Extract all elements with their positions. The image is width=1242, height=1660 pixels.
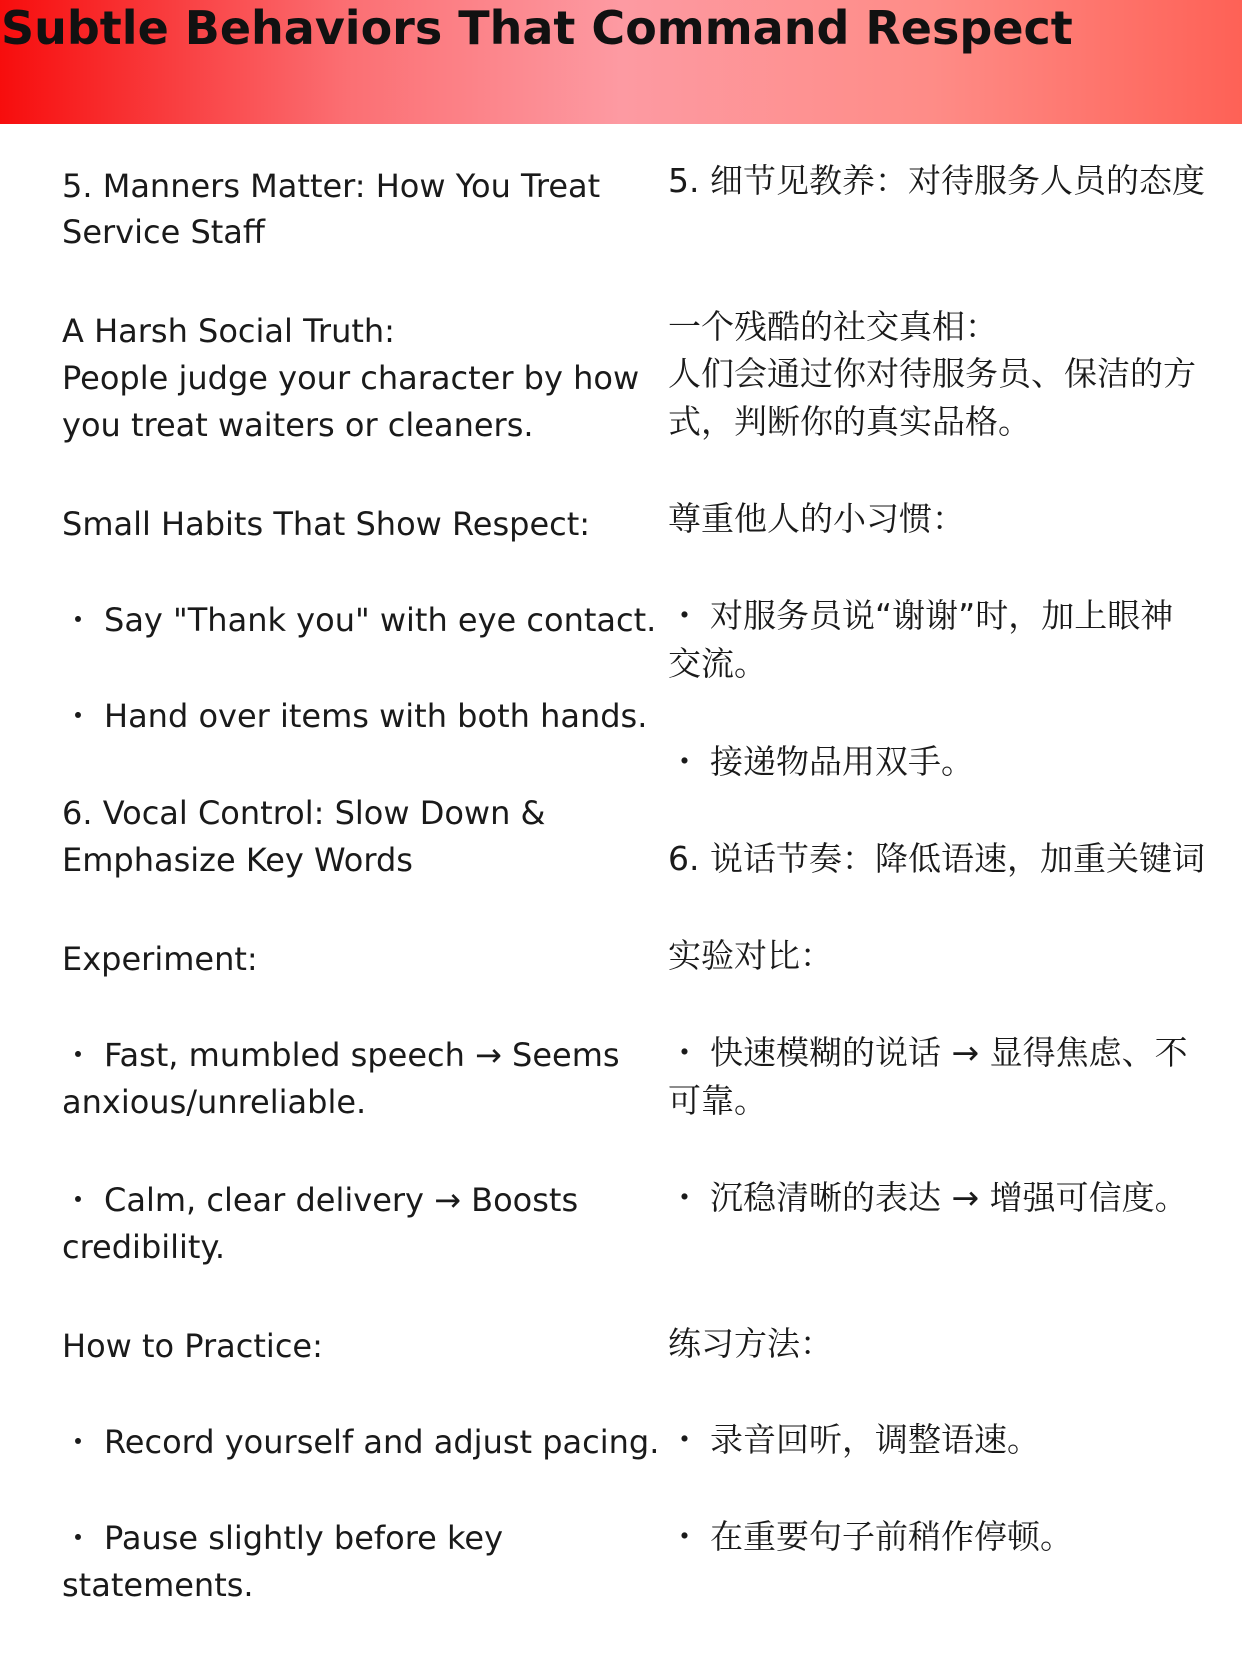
experiment-item-2-line-2: credibility. xyxy=(62,1228,226,1266)
practice-heading: How to Practice: xyxy=(62,1327,323,1365)
zh-experiment-heading: 实验对比： xyxy=(668,936,833,975)
zh-experiment-item-1-line-2: 可靠。 xyxy=(668,1081,767,1120)
experiment-item-1-line-1 xyxy=(62,1031,620,1079)
section-5-heading-line-2: Service Staff xyxy=(62,213,265,251)
bullet-icon: ・ xyxy=(62,697,95,735)
experiment-item-2-line-1 xyxy=(62,1176,578,1224)
section-5-heading-line-1: 5. Manners Matter: How You Treat xyxy=(62,167,601,205)
practice-item-1-text: Record yourself and adjust pacing. xyxy=(104,1423,660,1461)
zh-experiment-item-2 xyxy=(668,1174,1188,1222)
zh-section-5-heading: 5. 细节见教养：对待服务人员的态度 xyxy=(668,161,1205,200)
bullet-icon: ・ xyxy=(668,596,701,635)
habit-item-1 xyxy=(62,596,656,644)
section-6-heading-line-1: 6. Vocal Control: Slow Down & xyxy=(62,794,546,832)
zh-habit-item-2 xyxy=(668,738,974,786)
bullet-icon: ・ xyxy=(668,1517,701,1556)
zh-habit-item-1-text: 对服务员说“谢谢”时，加上眼神 xyxy=(710,596,1174,635)
experiment-item-1-line-2: anxious/unreliable. xyxy=(62,1083,367,1121)
social-truth-label: A Harsh Social Truth: xyxy=(62,312,395,350)
title-banner xyxy=(0,0,1242,124)
zh-habits-heading: 尊重他人的小习惯： xyxy=(668,499,965,538)
zh-social-truth-line-2: 式，判断你的真实品格。 xyxy=(668,402,1031,441)
zh-practice-item-1 xyxy=(668,1416,1040,1464)
zh-practice-item-2 xyxy=(668,1513,1073,1561)
section-6-heading-line-2: Emphasize Key Words xyxy=(62,841,413,879)
practice-item-2-text: Pause slightly before key xyxy=(104,1519,504,1557)
zh-social-truth-line-1: 人们会通过你对待服务员、保洁的方 xyxy=(668,354,1196,393)
zh-practice-heading: 练习方法： xyxy=(668,1324,833,1363)
bullet-icon: ・ xyxy=(668,742,701,781)
bullet-icon: ・ xyxy=(668,1033,701,1072)
practice-item-1 xyxy=(62,1418,659,1466)
practice-item-2-line-1 xyxy=(62,1514,503,1562)
bullet-icon: ・ xyxy=(62,1423,95,1461)
zh-experiment-item-1-line-1 xyxy=(668,1029,1188,1077)
experiment-item-1-text: Fast, mumbled speech → Seems xyxy=(104,1036,620,1074)
bullet-icon: ・ xyxy=(62,601,95,639)
page-title: Subtle Behaviors That Command Respect xyxy=(1,1,1073,55)
experiment-heading: Experiment: xyxy=(62,940,258,978)
habits-heading: Small Habits That Show Respect: xyxy=(62,505,591,543)
practice-item-2-line-2: statements. xyxy=(62,1566,254,1604)
habit-item-1-text: Say "Thank you" with eye contact. xyxy=(104,601,657,639)
bullet-icon: ・ xyxy=(62,1036,95,1074)
zh-experiment-item-1-text: 快速模糊的说话 → 显得焦虑、不 xyxy=(710,1033,1188,1072)
zh-social-truth-label: 一个残酷的社交真相： xyxy=(668,307,998,346)
bullet-icon: ・ xyxy=(62,1519,95,1557)
zh-habit-item-2-text: 接递物品用双手。 xyxy=(710,742,974,781)
zh-habit-item-1-line-2: 交流。 xyxy=(668,644,767,683)
habit-item-2 xyxy=(62,692,647,740)
zh-habit-item-1-line-1 xyxy=(668,592,1173,640)
experiment-item-2-text: Calm, clear delivery → Boosts xyxy=(104,1181,579,1219)
bullet-icon: ・ xyxy=(668,1178,701,1217)
bullet-icon: ・ xyxy=(62,1181,95,1219)
zh-experiment-item-2-text: 沉稳清晰的表达 → 增强可信度。 xyxy=(710,1178,1188,1217)
social-truth-line-1: People judge your character by how xyxy=(62,359,640,397)
zh-practice-item-1-text: 录音回听，调整语速。 xyxy=(710,1420,1040,1459)
bullet-icon: ・ xyxy=(668,1420,701,1459)
zh-practice-item-2-text: 在重要句子前稍作停顿。 xyxy=(710,1517,1073,1556)
social-truth-line-2: you treat waiters or cleaners. xyxy=(62,406,534,444)
zh-section-6-heading: 6. 说话节奏：降低语速，加重关键词 xyxy=(668,839,1205,878)
habit-item-2-text: Hand over items with both hands. xyxy=(104,697,648,735)
